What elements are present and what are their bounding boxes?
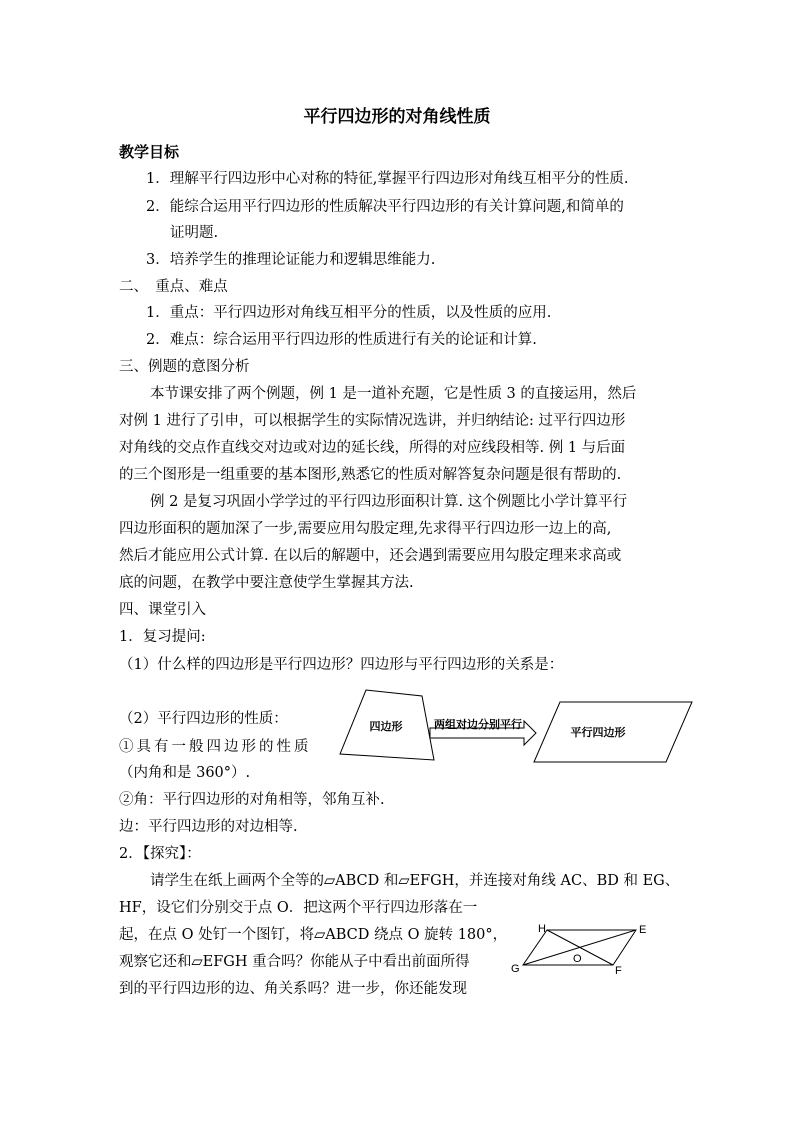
page-title: 平行四边形的对角线性质	[303, 107, 491, 127]
example-para1-line2: 对例 1 进行了引申，可以根据学生的实际情况选讲，并归纳结论: 过平行四边形	[119, 413, 626, 429]
intro-question-1: （1）什么样的四边形是平行四边形？四边形与平行四边形的关系是：	[119, 657, 564, 673]
point-label-f: F	[615, 965, 622, 977]
property-1a: ①具有一般四边形的性质	[119, 739, 312, 755]
point-label-g: G	[511, 963, 520, 975]
goal-item-1: 1．理解平行四边形中心对称的特征,掌握平行四边形对角线互相平分的性质.	[146, 171, 629, 187]
goal-item-2-cont: 证明题.	[170, 225, 219, 241]
example-para2-line4: 底的问题，在教学中要注意使学生掌握其方法.	[119, 575, 414, 591]
quadrilateral-relation-figure	[336, 688, 696, 768]
goal-item-2: 2．能综合运用平行四边形的性质解决平行四边形的有关计算问题,和简单的	[146, 199, 624, 215]
explore-para-line4: 观察它还和▱EFGH 重合吗？你能从子中看出前面所得	[119, 954, 470, 970]
property-1b: （内角和是 360°）.	[119, 765, 251, 781]
explore-para-line2: HF，设它们分别交于点 O．把这两个平行四边形落在一	[119, 900, 478, 916]
section-heading-examples: 三、例题的意图分析	[119, 359, 250, 375]
point-label-e: E	[639, 924, 647, 936]
goal-item-3: 3．培养学生的推理论证能力和逻辑思维能力.	[146, 252, 436, 268]
quadrilateral-label: 四边形	[369, 720, 403, 733]
intro-question-2: （2）平行四边形的性质：	[119, 711, 288, 727]
intro-explore-label: 2．【探究】：	[119, 846, 201, 862]
example-para1-line1: 本节课安排了两个例题，例 1 是一道补充题，它是性质 3 的直接运用，然后	[150, 386, 637, 402]
explore-para-line5: 到的平行四边形的边、角关系吗？进一步，你还能发现	[119, 981, 467, 997]
example-para2-line2: 四边形面积的题加深了一步,需要应用勾股定理,先求得平行四边形一边上的高,	[119, 521, 612, 537]
parallelogram-label: 平行四边形	[570, 726, 626, 739]
example-para2-line1: 例 2 是复习巩固小学学过的平行四边形面积计算. 这个例题比小学计算平行	[150, 494, 628, 510]
section-heading-intro: 四、课堂引入	[119, 602, 206, 618]
section-heading-goals: 教学目标	[119, 143, 180, 161]
explore-para-line1: 请学生在纸上画两个全等的▱ABCD 和▱EFGH，并连接对角线 AC、BD 和 EG、	[150, 873, 680, 889]
section-heading-keypoints: 二、 重点、难点	[119, 279, 228, 295]
example-para1-line4: 的三个图形是一组重要的基本图形,熟悉它的性质对解答复杂问题是很有帮助的.	[119, 467, 622, 483]
rotation-figure	[505, 918, 655, 980]
explore-para-line3: 起，在点 O 处钉一个图钉，将▱ABCD 绕点 O 旋转 180°，	[119, 927, 508, 943]
keypoint-item-1: 1．重点：平行四边形对角线互相平分的性质，以及性质的应用.	[146, 305, 552, 321]
property-2: ②角：平行四边形的对角相等，邻角互补.	[119, 792, 385, 808]
point-label-h: H	[538, 923, 546, 935]
point-label-o: O	[573, 953, 582, 965]
example-para2-line3: 然后才能应用公式计算. 在以后的解题中，还会遇到需要应用勾股定理来求高或	[119, 548, 622, 564]
keypoint-item-2: 2．难点：综合运用平行四边形的性质进行有关的论证和计算.	[146, 332, 537, 348]
property-3: 边：平行四边形的对边相等.	[119, 819, 298, 835]
intro-review-label: 1．复习提问:	[119, 629, 206, 645]
example-para1-line3: 对角线的交点作直线交对边或对边的延长线，所得的对应线段相等. 例 1 与后面	[119, 440, 626, 456]
arrow-label: 两组对边分别平行	[434, 718, 522, 731]
